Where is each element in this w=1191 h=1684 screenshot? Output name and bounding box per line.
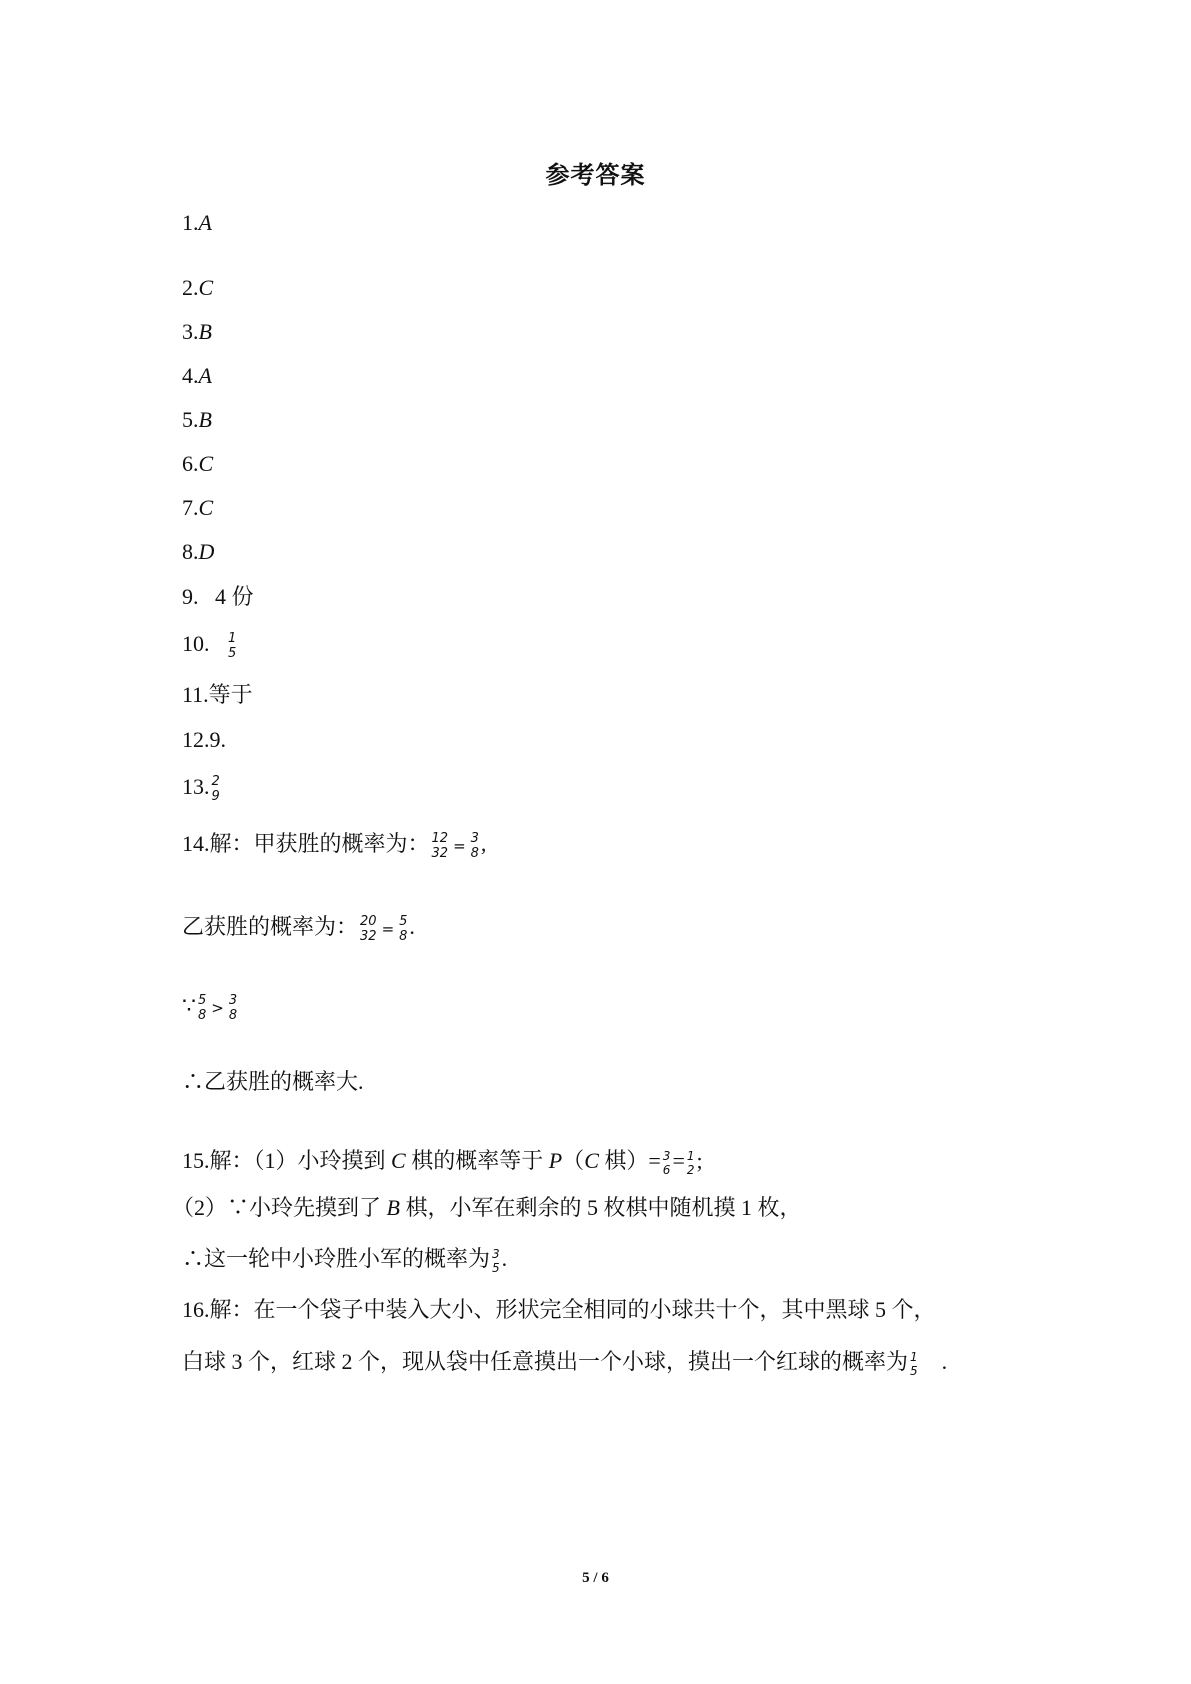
answer-number: 10. bbox=[182, 631, 210, 656]
fraction-denominator: 9 bbox=[211, 788, 220, 804]
fraction-numerator: 12 bbox=[431, 830, 449, 846]
fraction bbox=[431, 831, 450, 861]
fraction bbox=[662, 1149, 672, 1177]
answer-13 bbox=[182, 768, 222, 806]
answer-2 bbox=[182, 273, 213, 303]
fraction-denominator: 8 bbox=[399, 928, 408, 944]
fraction bbox=[491, 1247, 501, 1275]
punctuation: . bbox=[409, 914, 415, 939]
text: 乙获胜的概率为： bbox=[182, 914, 359, 939]
answer-3 bbox=[182, 317, 212, 347]
fraction bbox=[909, 1350, 919, 1378]
text: 14.解：甲获胜的概率为： bbox=[182, 831, 430, 856]
fraction-numerator: 5 bbox=[198, 992, 207, 1008]
text: （ bbox=[562, 1148, 585, 1173]
answer-8 bbox=[182, 537, 214, 567]
answer-value: C bbox=[198, 451, 214, 476]
page-number: 5 / 6 bbox=[582, 1570, 609, 1586]
fraction-numerator: 1 bbox=[686, 1148, 695, 1163]
variable: B bbox=[386, 1195, 400, 1220]
answer-12: 12.9. bbox=[182, 727, 226, 752]
variable: P bbox=[548, 1148, 563, 1173]
fraction-numerator: 3 bbox=[228, 992, 238, 1008]
answer-5 bbox=[182, 405, 212, 435]
fraction bbox=[228, 993, 238, 1023]
fraction bbox=[686, 1149, 696, 1177]
fraction-numerator: 1 bbox=[910, 1349, 918, 1364]
variable: C bbox=[584, 1148, 599, 1173]
punctuation: . bbox=[941, 1349, 948, 1374]
answer-4 bbox=[182, 361, 212, 391]
answer-number: 13. bbox=[182, 774, 210, 799]
fraction bbox=[359, 914, 378, 944]
fraction-numerator: 3 bbox=[492, 1246, 500, 1261]
answer-number: 2. bbox=[182, 275, 199, 300]
answer-value: 4 份 bbox=[215, 584, 254, 609]
answer-number: 8. bbox=[182, 539, 199, 564]
fraction bbox=[470, 831, 480, 861]
q15-line-3 bbox=[182, 1240, 507, 1278]
answer-number: 9. bbox=[182, 584, 199, 609]
text: 白球 3 个，红球 2 个，现从袋中任意摸出一个小球，摸出一个红球的概率为 bbox=[182, 1349, 909, 1374]
q14-line-1 bbox=[182, 825, 486, 865]
answer-1 bbox=[182, 208, 212, 238]
q16-line-2 bbox=[182, 1343, 947, 1381]
page-title: 参考答案 bbox=[545, 163, 646, 189]
because-symbol: ∵ bbox=[182, 993, 196, 1018]
fraction-denominator: 32 bbox=[431, 845, 449, 861]
answer-number: 5. bbox=[182, 407, 199, 432]
fraction-denominator: 32 bbox=[360, 928, 377, 944]
answer-value: A bbox=[198, 363, 212, 388]
fraction-numerator: 5 bbox=[399, 913, 408, 929]
answer-6 bbox=[182, 449, 213, 479]
answer-value: A bbox=[198, 210, 212, 235]
answer-number: 4. bbox=[182, 363, 199, 388]
variable: C bbox=[391, 1148, 406, 1173]
answer-value: D bbox=[198, 539, 215, 564]
fraction-denominator: 5 bbox=[228, 645, 237, 661]
fraction-denominator: 8 bbox=[470, 845, 479, 861]
answer-7 bbox=[182, 493, 213, 523]
greater-than-sign: > bbox=[211, 998, 224, 1017]
answer-11: 11.等于 bbox=[182, 682, 253, 707]
answer-value: C bbox=[198, 495, 214, 520]
fraction bbox=[227, 631, 237, 661]
text: 棋的概率等于 bbox=[411, 1148, 544, 1173]
fraction-denominator: 8 bbox=[228, 1007, 238, 1023]
equals-sign: = bbox=[381, 919, 395, 938]
equals-sign: = bbox=[672, 1148, 685, 1173]
answer-value: B bbox=[198, 407, 212, 432]
text: 棋）= bbox=[604, 1148, 661, 1173]
fraction-denominator: 5 bbox=[910, 1363, 918, 1378]
q14-line-3 bbox=[182, 987, 239, 1027]
equals-sign: = bbox=[453, 836, 466, 855]
punctuation: , bbox=[480, 831, 487, 856]
text: 棋，小军在剩余的 5 枚棋中随机摸 1 枚， bbox=[405, 1195, 802, 1220]
text: ∴这一轮中小玲胜小军的概率为 bbox=[182, 1246, 491, 1271]
q15-line-2 bbox=[172, 1193, 801, 1223]
fraction-denominator: 6 bbox=[662, 1162, 671, 1177]
answer-9 bbox=[182, 582, 254, 612]
answer-value: B bbox=[198, 319, 212, 344]
text: 15.解：（1）小玲摸到 bbox=[182, 1148, 386, 1173]
fraction-denominator: 2 bbox=[686, 1162, 695, 1177]
fraction bbox=[197, 993, 207, 1023]
fraction-numerator: 20 bbox=[360, 913, 377, 929]
punctuation: . bbox=[501, 1246, 508, 1271]
fraction bbox=[211, 774, 221, 804]
fraction-numerator: 3 bbox=[662, 1148, 671, 1163]
fraction-numerator: 3 bbox=[470, 830, 479, 846]
fraction-numerator: 1 bbox=[228, 630, 237, 646]
fraction-numerator: 2 bbox=[211, 773, 220, 789]
text: （2）∵小玲先摸到了 bbox=[172, 1195, 382, 1220]
answer-value: C bbox=[198, 275, 214, 300]
q14-line-2 bbox=[182, 908, 415, 948]
answer-number: 7. bbox=[182, 495, 199, 520]
q16-line-1: 16.解：在一个袋子中装入大小、形状完全相同的小球共十个，其中黑球 5 个， bbox=[182, 1297, 936, 1322]
punctuation: ; bbox=[696, 1148, 703, 1173]
q15-line-1 bbox=[182, 1142, 703, 1180]
fraction-denominator: 5 bbox=[492, 1260, 500, 1275]
q14-line-4: ∴乙获胜的概率大. bbox=[182, 1069, 364, 1094]
answer-10 bbox=[182, 625, 238, 663]
answer-number: 3. bbox=[182, 319, 199, 344]
answer-number: 6. bbox=[182, 451, 199, 476]
fraction bbox=[398, 914, 408, 944]
fraction-denominator: 8 bbox=[198, 1007, 207, 1023]
answer-number: 1. bbox=[182, 210, 199, 235]
